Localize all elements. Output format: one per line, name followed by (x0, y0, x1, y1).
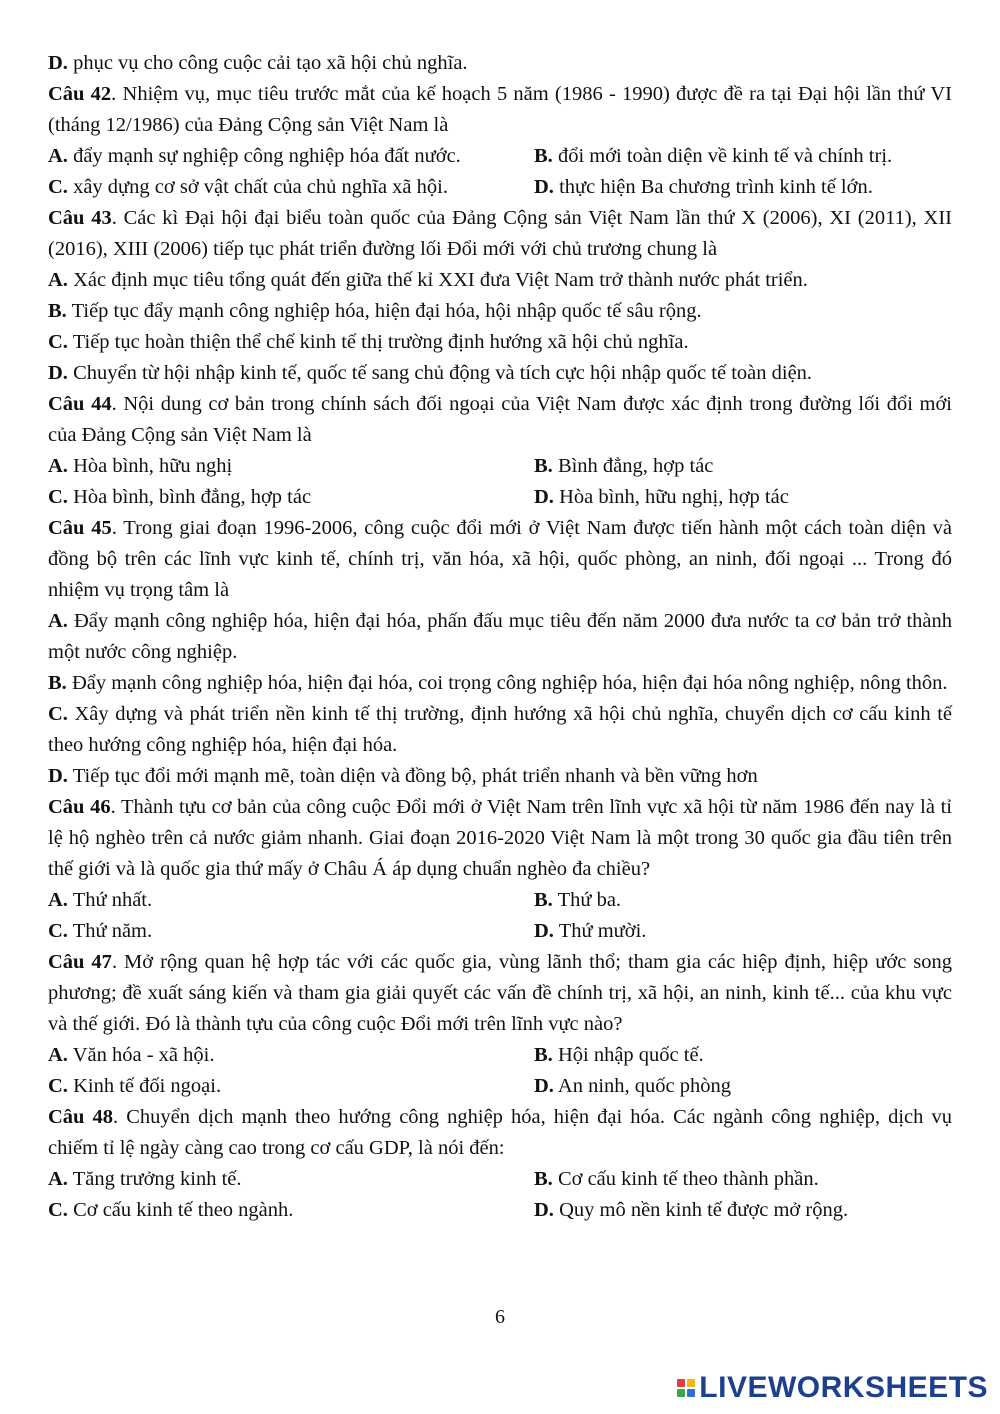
question-45-option-a: A. Đẩy mạnh công nghiệp hóa, hiện đại hóa, phấn đấu mục tiêu đến năm 2000 đưa nước ta cơ bản trở thành một nước công nghiệp. (48, 610, 952, 663)
liveworksheets-logo-icon (677, 1379, 695, 1397)
question-42-option-b: B. đổi mới toàn diện về kinh tế và chính trị. (534, 145, 893, 167)
page-number: 6 (495, 1306, 505, 1328)
question-46-stem: Câu 46. Thành tựu cơ bản của công cuộc Đổi mới ở Việt Nam trên lĩnh vực xã hội từ năm 1986 đến nay là tỉ lệ hộ nghèo trên cả nước giảm nhanh. Giai đoạn 2016-2020 Việt Nam là một trong 30 quốc gia đầu tiên trên thế giới và là quốc gia thứ mấy ở Châu Á áp dụng chuẩn nghèo đa chiều? (48, 796, 952, 880)
question-48-options-row-2 (48, 1195, 952, 1226)
question-46-options-row-1 (48, 885, 952, 916)
question-48-option-d: D. Quy mô nền kinh tế được mở rộng. (534, 1199, 849, 1221)
question-42-option-d: D. thực hiện Ba chương trình kinh tế lớn. (534, 176, 873, 198)
logo-square-yellow (687, 1379, 695, 1387)
question-43-option-c: C. Tiếp tục hoàn thiện thể chế kinh tế thị trường định hướng xã hội chủ nghĩa. (48, 331, 689, 353)
question-48-option-a: A. Tăng trưởng kinh tế. (48, 1168, 242, 1190)
question-48-option-c: C. Cơ cấu kinh tế theo ngành. (48, 1199, 294, 1221)
question-44-option-c: C. Hòa bình, bình đẳng, hợp tác (48, 486, 312, 508)
question-44-option-a: A. Hòa bình, hữu nghị (48, 455, 233, 477)
question-44-stem: Câu 44. Nội dung cơ bản trong chính sách đối ngoại của Việt Nam được xác định trong đường lối đổi mới của Đảng Cộng sản Việt Nam là (48, 393, 952, 446)
question-45-option-b: B. Đẩy mạnh công nghiệp hóa, hiện đại hóa, coi trọng công nghiệp hóa, hiện đại hóa nông nghiệp, nông thôn. (48, 672, 948, 694)
liveworksheets-logo[interactable] (677, 1371, 988, 1405)
liveworksheets-logo-text: LIVEWORKSHEETS (699, 1371, 988, 1404)
question-46-option-c: C. Thứ năm. (48, 920, 153, 942)
question-42-option-c: C. xây dựng cơ sở vật chất của chủ nghĩa xã hội. (48, 176, 448, 198)
logo-square-green (677, 1389, 685, 1397)
question-47-option-c: C. Kinh tế đối ngoại. (48, 1075, 222, 1097)
question-42-options-row-2 (48, 172, 952, 203)
question-44-options-row-1 (48, 451, 952, 482)
question-42-stem: Câu 42. Nhiệm vụ, mục tiêu trước mắt của kế hoạch 5 năm (1986 - 1990) được đề ra tại Đại hội lần thứ VI (tháng 12/1986) của Đảng Cộng sản Việt Nam là (48, 83, 952, 136)
question-48-options-row-1 (48, 1164, 952, 1195)
worksheet-page (48, 48, 952, 1226)
question-47-options-row-2 (48, 1071, 952, 1102)
question-43-stem: Câu 43. Các kì Đại hội đại biểu toàn quốc của Đảng Cộng sản Việt Nam lần thứ X (2006), XI (2011), XII (2016), XIII (2006) tiếp tục phát triển đường lối Đổi mới với chủ trương chung là (48, 207, 952, 260)
question-46-option-b: B. Thứ ba. (534, 889, 622, 911)
question-48-stem: Câu 48. Chuyển dịch mạnh theo hướng công nghiệp hóa, hiện đại hóa. Các ngành công nghiệp, dịch vụ chiếm tỉ lệ ngày càng cao trong cơ cấu GDP, là nói đến: (48, 1106, 952, 1159)
question-42-options-row-1 (48, 141, 952, 172)
option-d-prev: D. phục vụ cho công cuộc cải tạo xã hội chủ nghĩa. (48, 52, 468, 74)
question-47-stem: Câu 47. Mở rộng quan hệ hợp tác với các quốc gia, vùng lãnh thổ; tham gia các hiệp định, hiệp ước song phương; đề xuất sáng kiến và tham gia giải quyết các vấn đề chính trị, xã hội, an ninh, kinh tế... của khu vực và thế giới. Đó là thành tựu của công cuộc Đổi mới trên lĩnh vực nào? (48, 951, 952, 1035)
question-43-option-b: B. Tiếp tục đẩy mạnh công nghiệp hóa, hiện đại hóa, hội nhập quốc tế sâu rộng. (48, 300, 702, 322)
question-42-option-a: A. đẩy mạnh sự nghiệp công nghiệp hóa đất nước. (48, 145, 461, 167)
question-43-option-d: D. Chuyển từ hội nhập kinh tế, quốc tế sang chủ động và tích cực hội nhập quốc tế toàn diện. (48, 362, 813, 384)
question-47-option-d: D. An ninh, quốc phòng (534, 1075, 732, 1097)
question-45-option-c: C. Xây dựng và phát triển nền kinh tế thị trường, định hướng xã hội chủ nghĩa, chuyển dịch cơ cấu kinh tế theo hướng công nghiệp hóa, hiện đại hóa. (48, 703, 952, 756)
question-47-options-row-1 (48, 1040, 952, 1071)
question-47-option-b: B. Hội nhập quốc tế. (534, 1044, 704, 1066)
logo-square-blue (687, 1389, 695, 1397)
question-48-option-b: B. Cơ cấu kinh tế theo thành phần. (534, 1168, 819, 1190)
question-45-stem: Câu 45. Trong giai đoạn 1996-2006, công cuộc đổi mới ở Việt Nam được tiến hành một cách toàn diện và đồng bộ trên các lĩnh vực kinh tế, chính trị, văn hóa, xã hội, quốc phòng, an ninh, đối ngoại ... Trong đó nhiệm vụ trọng tâm là (48, 517, 952, 601)
question-46-option-d: D. Thứ mười. (534, 920, 647, 942)
question-46-option-a: A. Thứ nhất. (48, 889, 153, 911)
question-44-option-b: B. Bình đẳng, hợp tác (534, 455, 714, 477)
question-44-options-row-2 (48, 482, 952, 513)
logo-square-red (677, 1379, 685, 1387)
question-46-options-row-2 (48, 916, 952, 947)
question-47-option-a: A. Văn hóa - xã hội. (48, 1044, 215, 1066)
question-43-option-a: A. Xác định mục tiêu tổng quát đến giữa thế kỉ XXI đưa Việt Nam trở thành nước phát triển. (48, 269, 808, 291)
question-44-option-d: D. Hòa bình, hữu nghị, hợp tác (534, 486, 789, 508)
question-45-option-d: D. Tiếp tục đổi mới mạnh mẽ, toàn diện và đồng bộ, phát triển nhanh và bền vững hơn (48, 765, 758, 787)
